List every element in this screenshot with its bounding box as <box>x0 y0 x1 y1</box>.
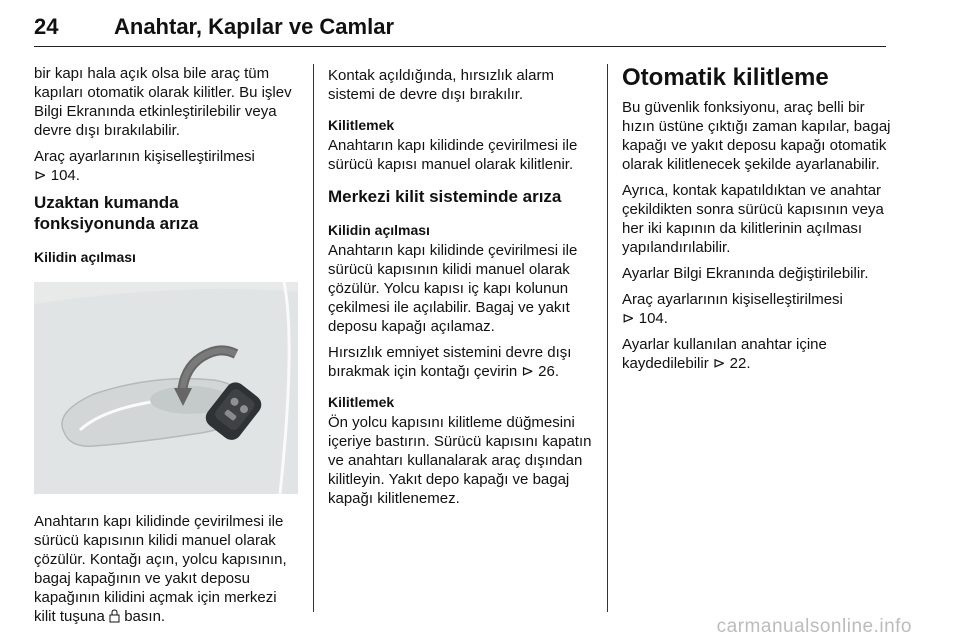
caption-text: Anahtarın kapı kilidinde çevirilmesi ile sürücü kapısının kilidi manuel olarak çözülür. Kontağı açın, yolcu kapısının, bagaj kapağının ve yakıt deposu kapağının kilidini açmak için merkezi kilit tuşuna <box>34 513 287 625</box>
watermark: carmanualsonline.info <box>716 616 912 637</box>
page-ref-arrow-icon: ⊳ <box>712 355 726 372</box>
figure-caption <box>34 512 302 626</box>
header-rule <box>34 46 886 47</box>
paragraph: Anahtarın kapı kilidinde çevirilmesi ile sürücü kapısı manuel olarak kilitlenir. <box>328 137 578 173</box>
paragraph: Ön yolcu kapısını kilitleme düğmesini içeriye bastırın. Sürücü kapısını kapatın ve anahtarı kullanalarak araç dışından kilitleyin. Yakıt depo kapağı ve bagaj kapağı kilitlenemez. <box>328 414 592 507</box>
paragraph-text: Araç ayarlarının kişiselleştirilmesi <box>34 148 255 165</box>
door-handle-key-illustration <box>34 282 298 494</box>
paragraph: Ayarlar Bilgi Ekranında değiştirilebilir. <box>622 265 869 282</box>
subheading: Kilitlemek <box>328 117 395 133</box>
page-header <box>34 6 886 50</box>
cross-reference-paragraph <box>622 290 892 328</box>
page-ref: 104. <box>638 310 668 327</box>
subheading: Kilidin açılması <box>328 222 430 238</box>
page-ref-arrow-icon: ⊳ <box>521 363 534 380</box>
section-heading: Otomatik kilitleme <box>622 64 829 91</box>
page-ref: 26. <box>538 363 560 380</box>
paragraph: Ayrıca, kontak kapatıldıktan ve anahtar çekildikten sonra sürücü kapısının veya her iki kapının da kilitlerinin açılması yapılandırılabilir. <box>622 182 884 256</box>
page-ref: 22. <box>729 355 751 372</box>
paragraph: Kontak açıldığında, hırsızlık alarm sistemi de devre dışı bırakılır. <box>328 67 554 103</box>
page-number: 24 <box>34 14 59 39</box>
caption-text-end: basın. <box>124 608 166 625</box>
subheading: Kilitlemek <box>328 394 395 410</box>
column-3 <box>622 66 892 380</box>
central-lock-icon <box>109 609 120 623</box>
paragraph: bir kapı hala açık olsa bile araç tüm kapıları otomatik olarak kilitler. Bu işlev Bilgi Ekranında etkinleştirilebilir veya devre dışı bırakılabilir. <box>34 65 292 139</box>
cross-reference-paragraph <box>328 343 594 381</box>
page-ref-arrow-icon: ⊳ <box>622 310 635 327</box>
page-ref: 104. <box>50 167 80 184</box>
column-2 <box>328 66 594 515</box>
paragraph-text: Ayarlar kullanılan anahtar içine kaydedilebilir <box>622 336 827 372</box>
page-title: Anahtar, Kapılar ve Camlar <box>114 14 395 39</box>
cross-reference-paragraph <box>622 335 892 373</box>
paragraph: Anahtarın kapı kilidinde çevirilmesi ile sürücü kapısının kilidi manuel olarak çözülür. Yolcu kapısı iç kapı kolunun çekilmesi ile açılabilir. Bagaj ve yakıt deposu kapağı açılamaz. <box>328 242 578 335</box>
subheading: Kilidin açılması <box>34 249 136 265</box>
cross-reference-paragraph <box>34 147 302 185</box>
column-1 <box>34 64 302 633</box>
paragraph-text: Araç ayarlarının kişiselleştirilmesi <box>622 291 843 308</box>
column-divider-2 <box>607 64 608 612</box>
paragraph-text: Hırsızlık emniyet sistemini devre dışı bırakmak için kontağı çevirin <box>328 344 572 380</box>
section-heading: Merkezi kilit sisteminde arıza <box>328 187 562 206</box>
page-ref-arrow-icon: ⊳ <box>34 167 47 184</box>
section-heading: Uzaktan kumanda fonksiyonunda arıza <box>34 193 199 233</box>
column-divider-1 <box>313 64 314 612</box>
paragraph: Bu güvenlik fonksiyonu, araç belli bir hızın üstüne çıktığı zaman kapılar, bagaj kapağı ve yakıt deposu kapağı otomatik olarak kilitlenecek şekilde ayarlanabilir. <box>622 99 891 173</box>
